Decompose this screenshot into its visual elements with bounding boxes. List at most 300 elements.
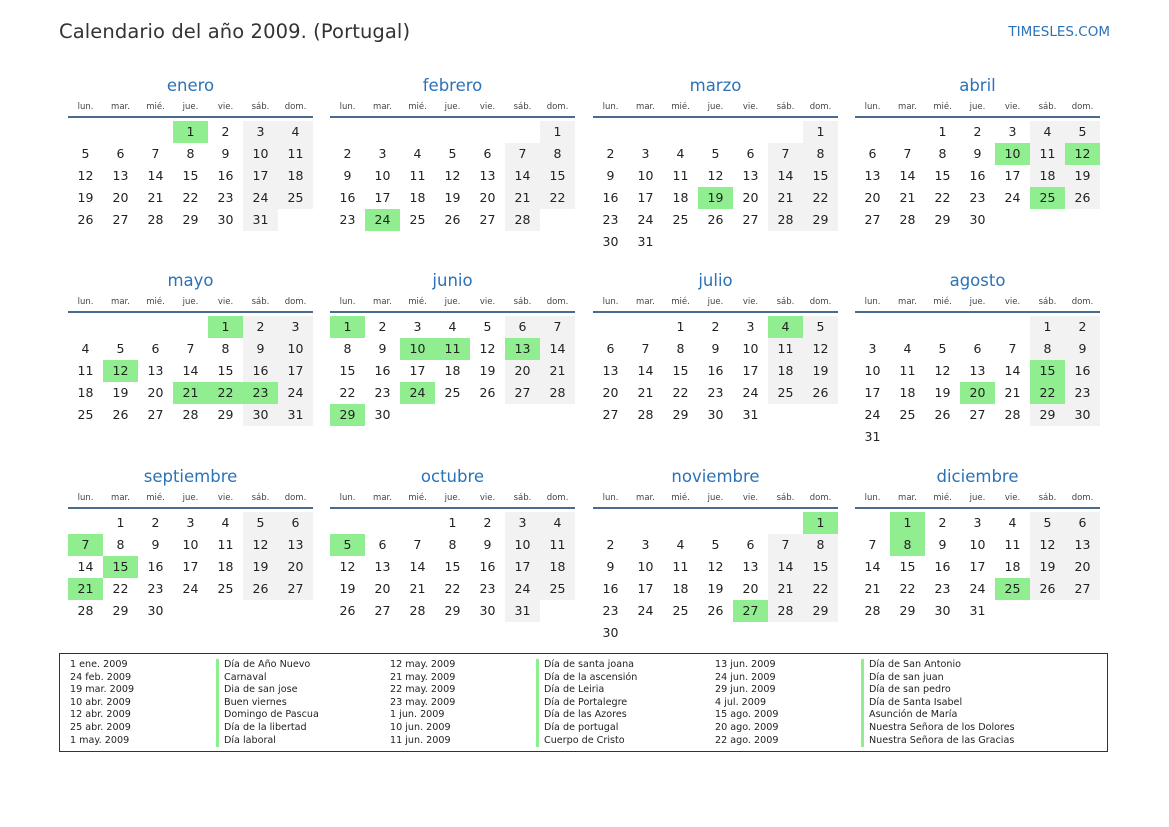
- day-cell[interactable]: 15: [672, 363, 689, 378]
- day-cell[interactable]: 10: [637, 168, 654, 183]
- day-cell[interactable]: 3: [278, 316, 313, 338]
- day-cell[interactable]: 8: [938, 146, 947, 161]
- day-cell[interactable]: 14: [505, 165, 540, 187]
- day-cell[interactable]: 9: [378, 341, 387, 356]
- day-cell[interactable]: 21: [147, 190, 164, 205]
- day-cell[interactable]: 24: [182, 581, 199, 596]
- day-cell[interactable]: 6: [1065, 512, 1100, 534]
- day-cell[interactable]: 19: [803, 360, 838, 382]
- day-cell[interactable]: 25: [409, 212, 426, 227]
- day-cell[interactable]: 17: [505, 556, 540, 578]
- day-cell[interactable]: 20: [112, 190, 129, 205]
- holiday-day-cell[interactable]: 7: [68, 534, 103, 556]
- day-cell[interactable]: 12: [707, 168, 724, 183]
- day-cell[interactable]: 6: [116, 146, 125, 161]
- day-cell[interactable]: 2: [606, 537, 615, 552]
- day-cell[interactable]: 14: [147, 168, 164, 183]
- day-cell[interactable]: 2: [151, 515, 160, 530]
- day-cell[interactable]: 5: [243, 512, 278, 534]
- day-cell[interactable]: 17: [637, 190, 654, 205]
- day-cell[interactable]: 22: [934, 190, 951, 205]
- day-cell[interactable]: 31: [243, 209, 278, 231]
- day-cell[interactable]: 1: [938, 124, 947, 139]
- day-cell[interactable]: 8: [676, 341, 685, 356]
- day-cell[interactable]: 10: [182, 537, 199, 552]
- holiday-day-cell[interactable]: 1: [208, 316, 243, 338]
- day-cell[interactable]: 23: [479, 581, 496, 596]
- day-cell[interactable]: 23: [147, 581, 164, 596]
- day-cell[interactable]: 23: [602, 212, 619, 227]
- holiday-day-cell[interactable]: 21: [173, 382, 208, 404]
- day-cell[interactable]: 6: [973, 341, 982, 356]
- day-cell[interactable]: 13: [742, 168, 759, 183]
- day-cell[interactable]: 11: [672, 559, 689, 574]
- day-cell[interactable]: 2: [606, 146, 615, 161]
- day-cell[interactable]: 9: [221, 146, 230, 161]
- day-cell[interactable]: 31: [505, 600, 540, 622]
- holiday-day-cell[interactable]: 10: [995, 143, 1030, 165]
- day-cell[interactable]: 5: [803, 316, 838, 338]
- day-cell[interactable]: 27: [112, 212, 129, 227]
- holiday-day-cell[interactable]: 20: [960, 382, 995, 404]
- day-cell[interactable]: 28: [182, 407, 199, 422]
- day-cell[interactable]: 10: [374, 168, 391, 183]
- day-cell[interactable]: 13: [602, 363, 619, 378]
- holiday-day-cell[interactable]: 21: [68, 578, 103, 600]
- day-cell[interactable]: 22: [339, 385, 356, 400]
- day-cell[interactable]: 29: [803, 600, 838, 622]
- day-cell[interactable]: 23: [707, 385, 724, 400]
- day-cell[interactable]: 30: [707, 407, 724, 422]
- day-cell[interactable]: 18: [409, 190, 426, 205]
- day-cell[interactable]: 27: [479, 212, 496, 227]
- day-cell[interactable]: 3: [641, 146, 650, 161]
- day-cell[interactable]: 3: [378, 146, 387, 161]
- day-cell[interactable]: 20: [742, 581, 759, 596]
- day-cell[interactable]: 9: [711, 341, 720, 356]
- day-cell[interactable]: 12: [77, 168, 94, 183]
- day-cell[interactable]: 25: [672, 603, 689, 618]
- day-cell[interactable]: 11: [540, 534, 575, 556]
- day-cell[interactable]: 13: [479, 168, 496, 183]
- day-cell[interactable]: 12: [707, 559, 724, 574]
- day-cell[interactable]: 2: [378, 319, 387, 334]
- day-cell[interactable]: 18: [672, 190, 689, 205]
- day-cell[interactable]: 10: [864, 363, 881, 378]
- brand-link[interactable]: TIMESLES.COM: [1008, 24, 1110, 40]
- day-cell[interactable]: 12: [339, 559, 356, 574]
- day-cell[interactable]: 22: [672, 385, 689, 400]
- day-cell[interactable]: 15: [444, 559, 461, 574]
- day-cell[interactable]: 28: [768, 600, 803, 622]
- day-cell[interactable]: 24: [278, 382, 313, 404]
- day-cell[interactable]: 23: [217, 190, 234, 205]
- day-cell[interactable]: 18: [278, 165, 313, 187]
- day-cell[interactable]: 23: [339, 212, 356, 227]
- day-cell[interactable]: 11: [409, 168, 426, 183]
- day-cell[interactable]: 29: [217, 407, 234, 422]
- day-cell[interactable]: 24: [637, 603, 654, 618]
- day-cell[interactable]: 30: [479, 603, 496, 618]
- day-cell[interactable]: 11: [899, 363, 916, 378]
- holiday-day-cell[interactable]: 5: [330, 534, 365, 556]
- day-cell[interactable]: 26: [77, 212, 94, 227]
- day-cell[interactable]: 22: [182, 190, 199, 205]
- day-cell[interactable]: 17: [969, 559, 986, 574]
- day-cell[interactable]: 16: [339, 190, 356, 205]
- holiday-day-cell[interactable]: 12: [1065, 143, 1100, 165]
- day-cell[interactable]: 6: [505, 316, 540, 338]
- day-cell[interactable]: 8: [116, 537, 125, 552]
- day-cell[interactable]: 21: [768, 187, 803, 209]
- day-cell[interactable]: 17: [1004, 168, 1021, 183]
- day-cell[interactable]: 6: [606, 341, 615, 356]
- day-cell[interactable]: 18: [1030, 165, 1065, 187]
- day-cell[interactable]: 18: [444, 363, 461, 378]
- day-cell[interactable]: 10: [969, 537, 986, 552]
- day-cell[interactable]: 20: [864, 190, 881, 205]
- day-cell[interactable]: 6: [868, 146, 877, 161]
- day-cell[interactable]: 4: [1008, 515, 1017, 530]
- day-cell[interactable]: 24: [1004, 190, 1021, 205]
- day-cell[interactable]: 21: [899, 190, 916, 205]
- day-cell[interactable]: 16: [479, 559, 496, 574]
- day-cell[interactable]: 25: [768, 382, 803, 404]
- day-cell[interactable]: 20: [147, 385, 164, 400]
- day-cell[interactable]: 20: [1065, 556, 1100, 578]
- day-cell[interactable]: 14: [1004, 363, 1021, 378]
- day-cell[interactable]: 3: [868, 341, 877, 356]
- day-cell[interactable]: 14: [182, 363, 199, 378]
- day-cell[interactable]: 8: [448, 537, 457, 552]
- day-cell[interactable]: 24: [969, 581, 986, 596]
- day-cell[interactable]: 19: [1030, 556, 1065, 578]
- day-cell[interactable]: 4: [448, 319, 457, 334]
- day-cell[interactable]: 5: [81, 146, 90, 161]
- day-cell[interactable]: 2: [938, 515, 947, 530]
- day-cell[interactable]: 20: [602, 385, 619, 400]
- holiday-day-cell[interactable]: 27: [733, 600, 768, 622]
- day-cell[interactable]: 1: [540, 121, 575, 143]
- day-cell[interactable]: 25: [278, 187, 313, 209]
- day-cell[interactable]: 25: [899, 407, 916, 422]
- day-cell[interactable]: 22: [803, 187, 838, 209]
- day-cell[interactable]: 26: [707, 603, 724, 618]
- day-cell[interactable]: 16: [243, 360, 278, 382]
- day-cell[interactable]: 28: [637, 407, 654, 422]
- day-cell[interactable]: 29: [1030, 404, 1065, 426]
- holiday-day-cell[interactable]: 25: [995, 578, 1030, 600]
- day-cell[interactable]: 3: [505, 512, 540, 534]
- holiday-day-cell[interactable]: 8: [890, 534, 925, 556]
- day-cell[interactable]: 13: [147, 363, 164, 378]
- day-cell[interactable]: 27: [969, 407, 986, 422]
- day-cell[interactable]: 6: [278, 512, 313, 534]
- day-cell[interactable]: 11: [768, 338, 803, 360]
- day-cell[interactable]: 11: [1030, 143, 1065, 165]
- day-cell[interactable]: 9: [243, 338, 278, 360]
- day-cell[interactable]: 11: [217, 537, 234, 552]
- day-cell[interactable]: 26: [444, 212, 461, 227]
- holiday-day-cell[interactable]: 4: [768, 316, 803, 338]
- holiday-day-cell[interactable]: 1: [330, 316, 365, 338]
- day-cell[interactable]: 31: [278, 404, 313, 426]
- day-cell[interactable]: 20: [374, 581, 391, 596]
- day-cell[interactable]: 23: [934, 581, 951, 596]
- day-cell[interactable]: 6: [746, 537, 755, 552]
- day-cell[interactable]: 26: [243, 578, 278, 600]
- day-cell[interactable]: 8: [1030, 338, 1065, 360]
- day-cell[interactable]: 1: [116, 515, 125, 530]
- day-cell[interactable]: 19: [934, 385, 951, 400]
- day-cell[interactable]: 7: [641, 341, 650, 356]
- holiday-day-cell[interactable]: 22: [1030, 382, 1065, 404]
- day-cell[interactable]: 28: [77, 603, 94, 618]
- day-cell[interactable]: 15: [217, 363, 234, 378]
- day-cell[interactable]: 15: [803, 556, 838, 578]
- day-cell[interactable]: 13: [742, 559, 759, 574]
- day-cell[interactable]: 21: [768, 578, 803, 600]
- holiday-day-cell[interactable]: 19: [698, 187, 733, 209]
- day-cell[interactable]: 27: [374, 603, 391, 618]
- day-cell[interactable]: 13: [1065, 534, 1100, 556]
- day-cell[interactable]: 30: [374, 407, 391, 422]
- day-cell[interactable]: 12: [1030, 534, 1065, 556]
- day-cell[interactable]: 14: [864, 559, 881, 574]
- day-cell[interactable]: 15: [803, 165, 838, 187]
- day-cell[interactable]: 19: [1065, 165, 1100, 187]
- day-cell[interactable]: 12: [479, 341, 496, 356]
- day-cell[interactable]: 26: [112, 407, 129, 422]
- day-cell[interactable]: 7: [186, 341, 195, 356]
- day-cell[interactable]: 27: [742, 212, 759, 227]
- day-cell[interactable]: 17: [374, 190, 391, 205]
- holiday-day-cell[interactable]: 1: [173, 121, 208, 143]
- day-cell[interactable]: 26: [1065, 187, 1100, 209]
- day-cell[interactable]: 25: [217, 581, 234, 596]
- day-cell[interactable]: 2: [221, 124, 230, 139]
- day-cell[interactable]: 10: [243, 143, 278, 165]
- day-cell[interactable]: 28: [1004, 407, 1021, 422]
- holiday-day-cell[interactable]: 15: [1030, 360, 1065, 382]
- day-cell[interactable]: 17: [409, 363, 426, 378]
- day-cell[interactable]: 23: [969, 190, 986, 205]
- day-cell[interactable]: 12: [803, 338, 838, 360]
- day-cell[interactable]: 21: [409, 581, 426, 596]
- day-cell[interactable]: 7: [413, 537, 422, 552]
- day-cell[interactable]: 7: [868, 537, 877, 552]
- day-cell[interactable]: 9: [151, 537, 160, 552]
- day-cell[interactable]: 13: [864, 168, 881, 183]
- day-cell[interactable]: 14: [637, 363, 654, 378]
- day-cell[interactable]: 2: [243, 316, 278, 338]
- day-cell[interactable]: 24: [637, 212, 654, 227]
- day-cell[interactable]: 18: [899, 385, 916, 400]
- day-cell[interactable]: 29: [803, 209, 838, 231]
- holiday-day-cell[interactable]: 1: [803, 512, 838, 534]
- day-cell[interactable]: 27: [864, 212, 881, 227]
- day-cell[interactable]: 21: [505, 187, 540, 209]
- day-cell[interactable]: 15: [899, 559, 916, 574]
- holiday-day-cell[interactable]: 11: [435, 338, 470, 360]
- day-cell[interactable]: 16: [147, 559, 164, 574]
- day-cell[interactable]: 10: [742, 341, 759, 356]
- day-cell[interactable]: 9: [973, 146, 982, 161]
- day-cell[interactable]: 17: [182, 559, 199, 574]
- day-cell[interactable]: 17: [637, 581, 654, 596]
- day-cell[interactable]: 30: [1065, 404, 1100, 426]
- day-cell[interactable]: 28: [540, 382, 575, 404]
- day-cell[interactable]: 4: [676, 537, 685, 552]
- holiday-day-cell[interactable]: 15: [103, 556, 138, 578]
- day-cell[interactable]: 17: [278, 360, 313, 382]
- day-cell[interactable]: 28: [768, 209, 803, 231]
- day-cell[interactable]: 21: [540, 360, 575, 382]
- day-cell[interactable]: 16: [602, 581, 619, 596]
- day-cell[interactable]: 4: [278, 121, 313, 143]
- day-cell[interactable]: 6: [483, 146, 492, 161]
- day-cell[interactable]: 14: [768, 165, 803, 187]
- day-cell[interactable]: 11: [1004, 537, 1021, 552]
- day-cell[interactable]: 6: [378, 537, 387, 552]
- day-cell[interactable]: 24: [742, 385, 759, 400]
- holiday-day-cell[interactable]: 29: [330, 404, 365, 426]
- day-cell[interactable]: 2: [711, 319, 720, 334]
- day-cell[interactable]: 31: [742, 407, 759, 422]
- day-cell[interactable]: 17: [864, 385, 881, 400]
- day-cell[interactable]: 1: [803, 121, 838, 143]
- day-cell[interactable]: 5: [448, 146, 457, 161]
- day-cell[interactable]: 28: [864, 603, 881, 618]
- day-cell[interactable]: 25: [444, 385, 461, 400]
- day-cell[interactable]: 7: [540, 316, 575, 338]
- day-cell[interactable]: 12: [934, 363, 951, 378]
- day-cell[interactable]: 6: [151, 341, 160, 356]
- day-cell[interactable]: 4: [1030, 121, 1065, 143]
- day-cell[interactable]: 25: [540, 578, 575, 600]
- day-cell[interactable]: 20: [505, 360, 540, 382]
- holiday-day-cell[interactable]: 10: [400, 338, 435, 360]
- day-cell[interactable]: 14: [899, 168, 916, 183]
- holiday-day-cell[interactable]: 24: [400, 382, 435, 404]
- day-cell[interactable]: 8: [540, 143, 575, 165]
- day-cell[interactable]: 7: [903, 146, 912, 161]
- day-cell[interactable]: 11: [672, 168, 689, 183]
- day-cell[interactable]: 28: [147, 212, 164, 227]
- day-cell[interactable]: 19: [77, 190, 94, 205]
- day-cell[interactable]: 20: [479, 190, 496, 205]
- day-cell[interactable]: 11: [77, 363, 94, 378]
- day-cell[interactable]: 16: [1065, 360, 1100, 382]
- day-cell[interactable]: 10: [278, 338, 313, 360]
- day-cell[interactable]: 12: [444, 168, 461, 183]
- day-cell[interactable]: 19: [112, 385, 129, 400]
- day-cell[interactable]: 26: [707, 212, 724, 227]
- day-cell[interactable]: 18: [768, 360, 803, 382]
- day-cell[interactable]: 19: [707, 581, 724, 596]
- day-cell[interactable]: 7: [505, 143, 540, 165]
- day-cell[interactable]: 5: [1030, 512, 1065, 534]
- day-cell[interactable]: 16: [217, 168, 234, 183]
- day-cell[interactable]: 14: [77, 559, 94, 574]
- day-cell[interactable]: 13: [278, 534, 313, 556]
- day-cell[interactable]: 4: [81, 341, 90, 356]
- day-cell[interactable]: 5: [1065, 121, 1100, 143]
- day-cell[interactable]: 3: [641, 537, 650, 552]
- day-cell[interactable]: 26: [1030, 578, 1065, 600]
- day-cell[interactable]: 17: [742, 363, 759, 378]
- day-cell[interactable]: 6: [746, 146, 755, 161]
- day-cell[interactable]: 14: [409, 559, 426, 574]
- day-cell[interactable]: 28: [899, 212, 916, 227]
- day-cell[interactable]: 20: [742, 190, 759, 205]
- day-cell[interactable]: 5: [116, 341, 125, 356]
- day-cell[interactable]: 30: [602, 625, 619, 640]
- day-cell[interactable]: 21: [1004, 385, 1021, 400]
- day-cell[interactable]: 14: [540, 338, 575, 360]
- day-cell[interactable]: 8: [803, 143, 838, 165]
- day-cell[interactable]: 1: [1030, 316, 1065, 338]
- day-cell[interactable]: 15: [540, 165, 575, 187]
- day-cell[interactable]: 8: [221, 341, 230, 356]
- day-cell[interactable]: 2: [483, 515, 492, 530]
- day-cell[interactable]: 27: [278, 578, 313, 600]
- day-cell[interactable]: 2: [343, 146, 352, 161]
- day-cell[interactable]: 9: [343, 168, 352, 183]
- day-cell[interactable]: 16: [934, 559, 951, 574]
- day-cell[interactable]: 30: [147, 603, 164, 618]
- day-cell[interactable]: 30: [243, 404, 278, 426]
- day-cell[interactable]: 13: [112, 168, 129, 183]
- day-cell[interactable]: 16: [602, 190, 619, 205]
- day-cell[interactable]: 30: [934, 603, 951, 618]
- day-cell[interactable]: 19: [243, 556, 278, 578]
- day-cell[interactable]: 11: [278, 143, 313, 165]
- day-cell[interactable]: 21: [864, 581, 881, 596]
- day-cell[interactable]: 29: [444, 603, 461, 618]
- holiday-day-cell[interactable]: 25: [1030, 187, 1065, 209]
- day-cell[interactable]: 3: [186, 515, 195, 530]
- day-cell[interactable]: 5: [483, 319, 492, 334]
- day-cell[interactable]: 3: [243, 121, 278, 143]
- day-cell[interactable]: 26: [803, 382, 838, 404]
- day-cell[interactable]: 15: [934, 168, 951, 183]
- day-cell[interactable]: 17: [243, 165, 278, 187]
- holiday-day-cell[interactable]: 12: [103, 360, 138, 382]
- day-cell[interactable]: 2: [973, 124, 982, 139]
- day-cell[interactable]: 4: [903, 341, 912, 356]
- day-cell[interactable]: 1: [676, 319, 685, 334]
- day-cell[interactable]: 28: [505, 209, 540, 231]
- day-cell[interactable]: 22: [803, 578, 838, 600]
- day-cell[interactable]: 1: [448, 515, 457, 530]
- day-cell[interactable]: 12: [243, 534, 278, 556]
- day-cell[interactable]: 18: [217, 559, 234, 574]
- day-cell[interactable]: 19: [479, 363, 496, 378]
- day-cell[interactable]: 31: [637, 234, 654, 249]
- day-cell[interactable]: 13: [374, 559, 391, 574]
- day-cell[interactable]: 3: [973, 515, 982, 530]
- day-cell[interactable]: 14: [768, 556, 803, 578]
- day-cell[interactable]: 16: [707, 363, 724, 378]
- day-cell[interactable]: 18: [1004, 559, 1021, 574]
- day-cell[interactable]: 23: [602, 603, 619, 618]
- day-cell[interactable]: 23: [1065, 382, 1100, 404]
- day-cell[interactable]: 30: [217, 212, 234, 227]
- day-cell[interactable]: 4: [221, 515, 230, 530]
- day-cell[interactable]: 4: [676, 146, 685, 161]
- day-cell[interactable]: 25: [77, 407, 94, 422]
